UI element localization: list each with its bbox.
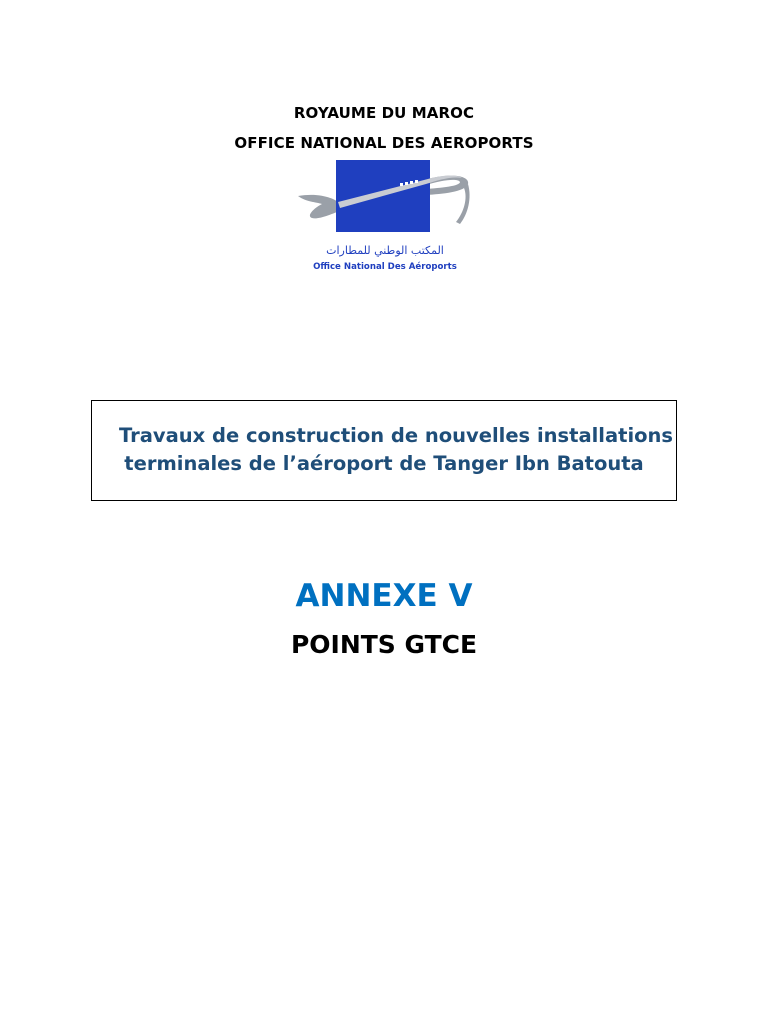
logo-arabic-text: المكتب الوطني للمطارات	[326, 244, 444, 257]
logo-latin-text: Office National Des Aéroports	[313, 262, 457, 272]
project-title-line-2: terminales de l’aéroport de Tanger Ibn Batouta	[124, 452, 644, 475]
project-title-box	[91, 400, 677, 501]
annex-title: ANNEXE V	[295, 578, 473, 614]
onda-logo-icon	[292, 158, 478, 276]
annex-subtitle: POINTS GTCE	[290, 630, 478, 659]
project-title-line-1: Travaux de construction de nouvelles installations	[118, 424, 674, 447]
header-office: OFFICE NATIONAL DES AEROPORTS	[234, 134, 534, 152]
header-kingdom: ROYAUME DU MAROC	[293, 104, 475, 122]
